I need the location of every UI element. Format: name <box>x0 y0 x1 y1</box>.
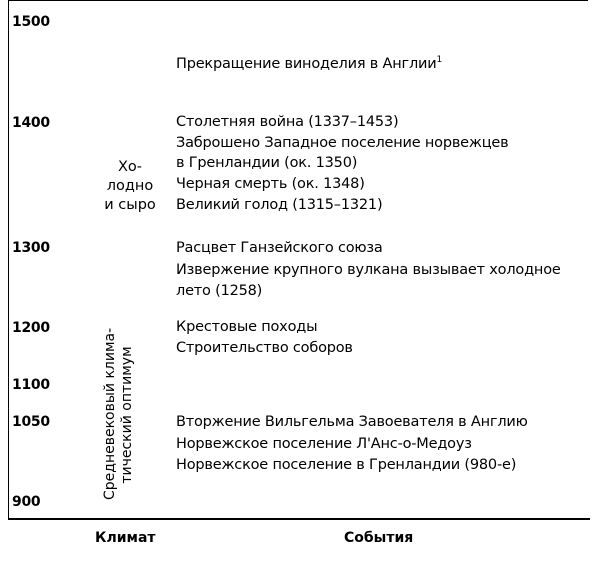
climate-cold-line: и сыро <box>104 197 156 213</box>
event-line: Вторжение Вильгельма Завоевателя в Англию <box>176 414 528 430</box>
column-label-climate: Климат <box>95 530 156 546</box>
left-border <box>8 0 9 518</box>
event-line: Норвежское поселение в Гренландии (980-е) <box>176 457 517 473</box>
climate-optimum-label <box>102 327 146 500</box>
event-line: Норвежское поселение Л'Анс-о-Медоуз <box>176 436 472 452</box>
event-line: Крестовые походы <box>176 319 318 335</box>
event-line: Столетняя война (1337–1453) <box>176 114 399 130</box>
event-line: Извержение крупного вулкана вызывает холодное <box>176 262 561 278</box>
year-label: 1300 <box>12 240 50 256</box>
top-border <box>8 0 588 1</box>
event-line: Черная смерть (ок. 1348) <box>176 176 365 192</box>
climate-cold-line: Хо- <box>117 159 143 175</box>
year-label: 1200 <box>12 320 50 336</box>
climate-cold-label <box>96 158 164 215</box>
year-label: 900 <box>12 494 41 510</box>
climate-cold-line: лодно <box>106 178 154 194</box>
event-line: лето (1258) <box>176 283 263 299</box>
event-text: Прекращение виноделия в Англии <box>176 56 437 72</box>
event-line: Великий голод (1315–1321) <box>176 197 383 213</box>
column-label-events: События <box>344 530 414 546</box>
event-line <box>176 56 442 72</box>
bottom-divider <box>8 518 590 520</box>
year-label: 1400 <box>12 115 50 131</box>
year-label: 1050 <box>12 414 50 430</box>
climate-optimum-line: тический оптимум <box>119 346 135 484</box>
event-line: Строительство соборов <box>176 340 353 356</box>
event-line: в Гренландии (ок. 1350) <box>176 155 358 171</box>
year-label: 1100 <box>12 377 50 393</box>
event-line: Расцвет Ганзейского союза <box>176 240 383 256</box>
footnote-marker: 1 <box>436 55 442 65</box>
event-line: Заброшено Западное поселение норвежцев <box>176 135 509 151</box>
year-label: 1500 <box>12 14 50 30</box>
climate-optimum-line: Средневековый клима- <box>102 327 118 500</box>
